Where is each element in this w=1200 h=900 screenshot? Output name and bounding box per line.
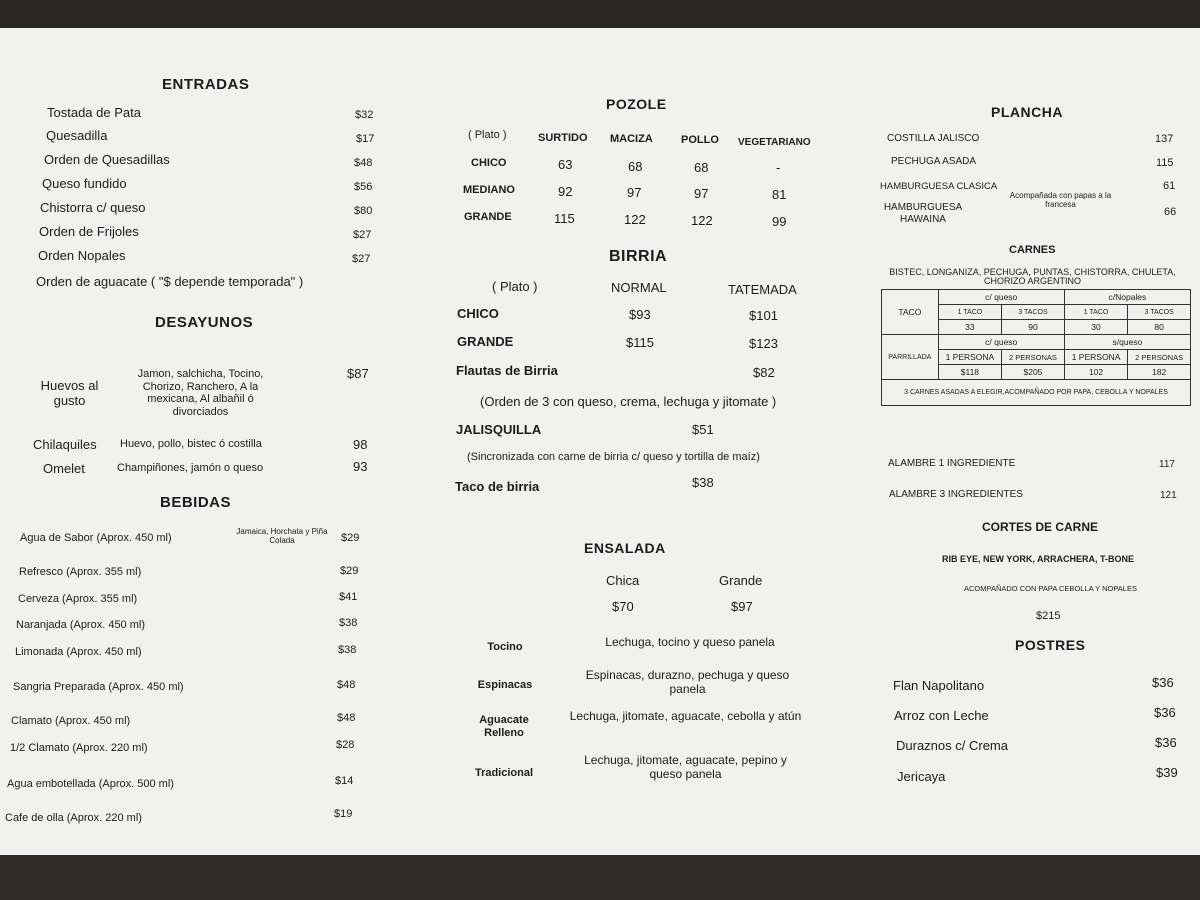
desayunos-item-name: Huevos al gusto: [40, 378, 99, 408]
entradas-item-price: $48: [354, 157, 373, 169]
entradas-item-name: Orden de Frijoles: [39, 224, 139, 239]
bebidas-item-name: Naranjada (Aprox. 450 ml): [16, 619, 146, 631]
taco-value: 30: [1064, 320, 1128, 335]
carnes-table: [881, 289, 1191, 406]
ensalada-price: $97: [731, 599, 753, 614]
entradas-item-name: Quesadilla: [46, 128, 108, 143]
postres-item-name: Jericaya: [897, 769, 946, 784]
jalisquilla-desc: (Sincronizada con carne de birria c/ queso y tortilla de maíz): [467, 451, 760, 463]
pozole-value: 99: [772, 214, 787, 229]
pozole-header: POLLO: [681, 134, 719, 146]
bebidas-item-name: Cafe de olla (Aprox. 220 ml): [5, 812, 142, 824]
carnes-footer: 3 CARNES ASADAS A ELEGIR,ACOMPAÑADO POR PAPA, CEBOLLA Y NOPALES: [882, 380, 1191, 406]
taco-birria-name: Taco de birria: [455, 479, 540, 494]
pozole-header: MACIZA: [610, 133, 653, 145]
pozole-value: 122: [691, 213, 713, 228]
pozole-header: SURTIDO: [538, 132, 588, 144]
ensalada-size: Grande: [719, 573, 763, 588]
plancha-item-name: PECHUGA ASADA: [891, 156, 977, 167]
entradas-item-price: $56: [354, 181, 373, 193]
carnes-title: CARNES: [1009, 244, 1056, 256]
bebidas-item-name: Agua embotellada (Aprox. 500 ml): [7, 778, 174, 790]
entradas-item-price: $27: [352, 253, 371, 265]
desayunos-item-name: Chilaquiles: [33, 437, 97, 452]
postres-item-price: $36: [1152, 675, 1174, 690]
bebidas-item-name: Agua de Sabor (Aprox. 450 ml): [20, 532, 172, 544]
parrillada-label: PARRILLADA: [882, 335, 939, 380]
taco-value: 90: [1002, 320, 1065, 335]
taco-col: 3 TACOS: [1128, 305, 1191, 320]
bebidas-item-note: Jamaica, Horchata y Piña Colada: [236, 527, 328, 546]
jalisquilla-name: JALISQUILLA: [456, 422, 542, 437]
bebidas-item-price: $38: [339, 617, 358, 629]
cortes-title: CORTES DE CARNE: [982, 520, 1099, 534]
postres-item-price: $36: [1154, 705, 1176, 720]
bebidas-item-price: $29: [341, 532, 360, 544]
birria-value: $101: [749, 308, 778, 323]
plancha-title: PLANCHA: [991, 104, 1063, 120]
birria-header: TATEMADA: [728, 282, 797, 297]
pozole-value: 97: [694, 186, 709, 201]
entradas-item-price: $17: [356, 133, 375, 145]
parrillada-value: $118: [938, 365, 1002, 380]
parrillada-group: c/ queso: [938, 335, 1064, 350]
bebidas-item-price: $41: [339, 591, 358, 603]
plancha-item-price: 137: [1155, 133, 1174, 145]
parrillada-value: $205: [1002, 365, 1065, 380]
postres-item-name: Arroz con Leche: [894, 708, 989, 723]
taco-group: c/ queso: [938, 290, 1064, 305]
pozole-size: MEDIANO: [463, 184, 515, 196]
entradas-title: ENTRADAS: [162, 76, 250, 93]
plancha-note: Acompañada con papas a la francesa: [1009, 191, 1112, 210]
birria-title: BIRRIA: [609, 248, 668, 265]
flautas-name: Flautas de Birria: [456, 363, 558, 378]
plancha-item-price: 61: [1163, 180, 1176, 192]
cortes-subtitle: RIB EYE, NEW YORK, ARRACHERA, T-BONE: [942, 554, 1135, 564]
taco-label: TACO: [882, 290, 939, 335]
bebidas-item-name: Limonada (Aprox. 450 ml): [15, 646, 142, 658]
entradas-item-name: Chistorra c/ queso: [40, 200, 146, 215]
bebidas-item-price: $19: [334, 808, 353, 820]
ensalada-item-name: Tradicional: [474, 767, 534, 779]
parrillada-value: 102: [1064, 365, 1128, 380]
plancha-item-name: COSTILLA JALISCO: [887, 133, 980, 144]
birria-size: CHICO: [457, 306, 499, 321]
desayunos-title: DESAYUNOS: [155, 314, 254, 331]
alambre-name: ALAMBRE 3 INGREDIENTES: [889, 489, 1023, 500]
taco-col: 1 TACO: [1064, 305, 1128, 320]
pozole-header: VEGETARIANO: [738, 137, 811, 148]
postres-title: POSTRES: [1015, 637, 1086, 653]
ensalada-item-name: Tocino: [487, 641, 523, 653]
birria-header: NORMAL: [611, 280, 667, 295]
bebidas-item-price: $38: [338, 644, 357, 656]
ensalada-item-desc: Lechuga, jitomate, aguacate, pepino y queso panela: [584, 753, 787, 781]
flautas-price: $82: [753, 365, 775, 380]
pozole-value: 97: [627, 185, 642, 200]
postres-item-price: $39: [1156, 765, 1178, 780]
ensalada-item-desc: Lechuga, jitomate, aguacate, cebolla y atún: [569, 709, 802, 723]
table-surface: [0, 855, 1200, 900]
entradas-item-name: Orden de aguacate ( "$ depende temporada" ): [36, 274, 304, 289]
carnes-subtitle: BISTEC, LONGANIZA, PECHUGA, PUNTAS, CHISTORRA, CHULETA, CHORIZO ARGENTINO: [889, 267, 1176, 287]
pozole-value: 68: [694, 160, 709, 175]
ensalada-title: ENSALADA: [584, 540, 666, 556]
parrillada-col: 1 PERSONA: [1064, 350, 1128, 365]
pozole-value: 63: [558, 157, 573, 172]
entradas-item-name: Orden de Quesadillas: [44, 152, 170, 167]
birria-header: ( Plato ): [492, 279, 538, 294]
pozole-title: POZOLE: [606, 96, 667, 112]
pozole-value: 115: [554, 211, 575, 226]
pozole-value: 122: [624, 212, 646, 227]
birria-size: GRANDE: [457, 334, 514, 349]
entradas-item-name: Orden Nopales: [38, 248, 126, 263]
pozole-header: ( Plato ): [468, 129, 507, 141]
birria-value: $93: [629, 307, 651, 322]
bebidas-item-price: $28: [336, 739, 355, 751]
pozole-value: -: [776, 160, 781, 175]
pozole-size: GRANDE: [464, 211, 512, 223]
flautas-desc: (Orden de 3 con queso, crema, lechuga y jitomate ): [480, 394, 777, 409]
desayunos-item-name: Omelet: [43, 461, 85, 476]
ensalada-item-name: Espinacas: [477, 679, 533, 691]
alambre-price: 117: [1159, 459, 1175, 470]
entradas-item-price: $32: [355, 109, 374, 121]
cortes-price: $215: [1036, 610, 1061, 622]
plancha-item-price: 115: [1156, 157, 1174, 169]
alambre-name: ALAMBRE 1 INGREDIENTE: [888, 458, 1016, 469]
desayunos-item-price: 98: [353, 437, 368, 452]
plancha-item-name: HAMBURGUESA CLASICA: [880, 181, 998, 192]
desayunos-item-desc: Champiñones, jamón o queso: [117, 462, 264, 474]
bebidas-item-name: Sangria Preparada (Aprox. 450 ml): [13, 681, 184, 693]
taco-col: 3 TACOS: [1002, 305, 1065, 320]
entradas-item-name: Queso fundido: [42, 176, 127, 191]
parrillada-value: 182: [1128, 365, 1191, 380]
plancha-item-name: HAMBURGUESA HAWAINA: [883, 202, 963, 225]
pozole-value: 81: [772, 187, 787, 202]
taco-group: c/Nopales: [1064, 290, 1190, 305]
parrillada-group: s/queso: [1064, 335, 1190, 350]
entradas-item-price: $80: [354, 205, 373, 217]
bebidas-item-price: $14: [335, 775, 354, 787]
ensalada-item-desc: Espinacas, durazno, pechuga y queso panela: [585, 668, 790, 696]
ensalada-item-name: Aguacate Relleno: [479, 714, 529, 739]
ensalada-item-desc: Lechuga, tocino y queso panela: [605, 635, 775, 649]
bebidas-item-price: $48: [337, 679, 356, 691]
entradas-item-name: Tostada de Pata: [47, 105, 141, 120]
birria-value: $115: [626, 335, 654, 350]
desayunos-item-price: 93: [353, 459, 368, 474]
entradas-item-price: $27: [353, 229, 372, 241]
bebidas-item-name: Clamato (Aprox. 450 ml): [11, 715, 131, 727]
pozole-value: 92: [558, 184, 573, 199]
ensalada-size: Chica: [606, 573, 640, 588]
bebidas-item-price: $48: [337, 712, 356, 724]
plancha-item-price: 66: [1164, 206, 1177, 218]
taco-birria-price: $38: [692, 475, 714, 490]
postres-item-name: Flan Napolitano: [893, 678, 985, 693]
parrillada-col: 2 PERSONAS: [1128, 350, 1191, 365]
postres-item-name: Duraznos c/ Crema: [896, 738, 1008, 753]
desayunos-item-desc: Jamon, salchicha, Tocino, Chorizo, Ranchero, A la mexicana, Al albañil ó divorciados: [137, 368, 264, 418]
taco-col: 1 TACO: [938, 305, 1002, 320]
bebidas-item-name: Cerveza (Aprox. 355 ml): [18, 593, 138, 605]
desayunos-item-price: $87: [347, 366, 369, 381]
birria-value: $123: [749, 336, 778, 351]
taco-value: 80: [1128, 320, 1191, 335]
pozole-value: 68: [628, 159, 643, 174]
parrillada-col: 2 PERSONAS: [1002, 350, 1065, 365]
desayunos-item-desc: Huevo, pollo, bistec ó costilla: [120, 438, 262, 450]
parrillada-col: 1 PERSONA: [938, 350, 1002, 365]
cortes-note: ACOMPAÑADO CON PAPA CEBOLLA Y NOPALES: [964, 584, 1137, 593]
taco-value: 33: [938, 320, 1002, 335]
ensalada-price: $70: [612, 599, 634, 614]
pozole-size: CHICO: [471, 157, 507, 169]
jalisquilla-price: $51: [692, 422, 714, 437]
bebidas-title: BEBIDAS: [160, 494, 232, 511]
alambre-price: 121: [1160, 490, 1177, 501]
bebidas-item-price: $29: [340, 565, 359, 577]
bebidas-item-name: Refresco (Aprox. 355 ml): [19, 566, 142, 578]
postres-item-price: $36: [1155, 735, 1177, 750]
bebidas-item-name: 1/2 Clamato (Aprox. 220 ml): [10, 742, 148, 754]
